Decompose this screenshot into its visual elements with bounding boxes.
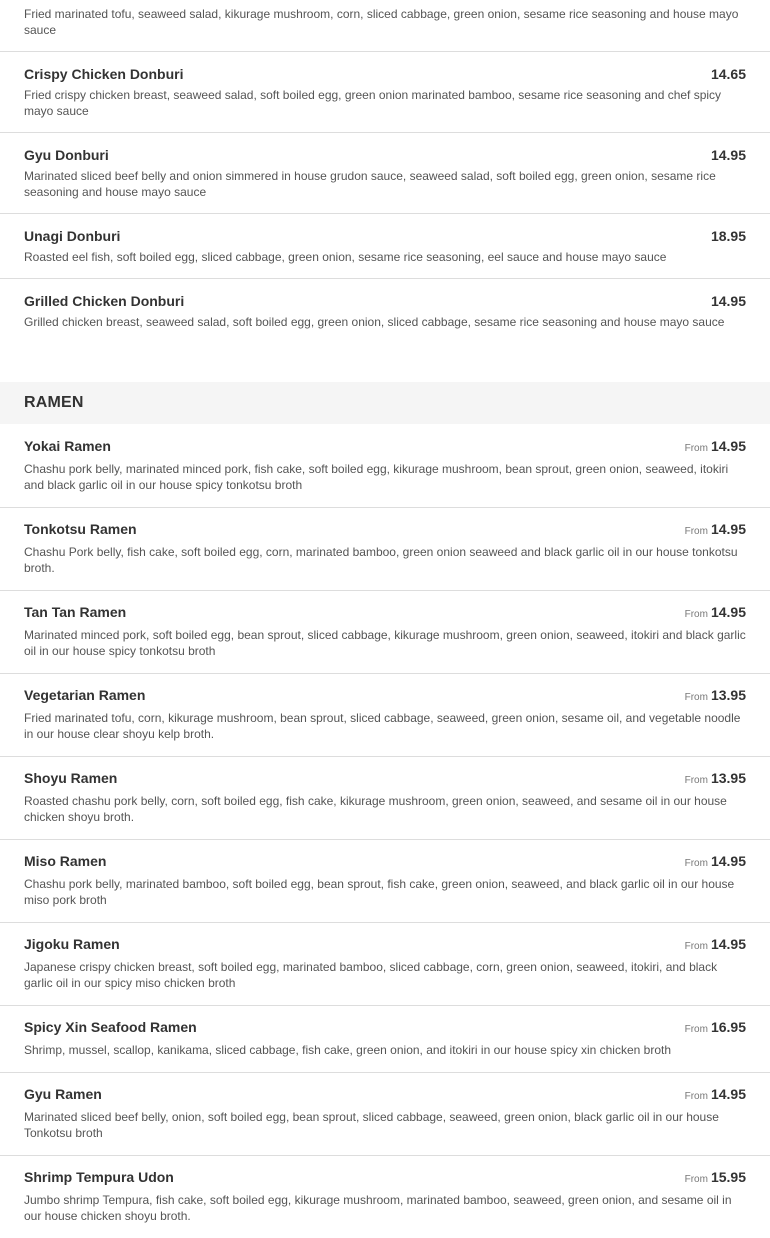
- menu-item[interactable]: [0, 674, 770, 757]
- item-price: 14.95: [710, 853, 746, 869]
- menu-item[interactable]: [0, 757, 770, 840]
- item-description: Fried marinated tofu, seaweed salad, kikurage mushroom, corn, sliced cabbage, green onion, sesame rice seasoning and house mayo sauce: [24, 7, 739, 37]
- item-price: 14.95: [710, 293, 746, 309]
- from-label: From: [684, 941, 708, 952]
- item-name: Grilled Chicken Donburi: [24, 293, 185, 309]
- item-name: Vegetarian Ramen: [24, 687, 146, 703]
- item-price: 14.95: [710, 521, 746, 537]
- item-name: Unagi Donburi: [24, 228, 121, 244]
- item-price: 16.95: [710, 1019, 746, 1035]
- from-label: From: [684, 526, 708, 537]
- item-price-group: [685, 1019, 746, 1035]
- item-price-group: [685, 936, 746, 952]
- item-price: 14.95: [710, 438, 746, 454]
- menu-item[interactable]: [0, 133, 770, 214]
- item-name: Tan Tan Ramen: [24, 604, 127, 620]
- menu-item[interactable]: [0, 1006, 770, 1073]
- item-price-group: [685, 604, 746, 620]
- item-price: 14.95: [710, 147, 746, 163]
- item-price: 13.95: [710, 687, 746, 703]
- from-label: From: [684, 692, 708, 703]
- from-label: From: [684, 858, 708, 869]
- menu-item[interactable]: [0, 508, 770, 591]
- item-description: Grilled chicken breast, seaweed salad, soft boiled egg, green onion, sliced cabbage, sesame rice seasoning and house mayo sauce: [24, 315, 725, 329]
- menu-item[interactable]: [0, 0, 770, 52]
- item-description: Shrimp, mussel, scallop, kanikama, sliced cabbage, fish cake, green onion, and itokiri in our house spicy xin chicken broth: [24, 1043, 671, 1057]
- item-price: 15.95: [710, 1169, 746, 1185]
- item-name: Yokai Ramen: [24, 438, 111, 454]
- section-header-ramen: [0, 382, 770, 424]
- item-description: Roasted eel fish, soft boiled egg, sliced cabbage, green onion, sesame rice seasoning, eel sauce and house mayo sauce: [24, 250, 667, 264]
- item-name: Crispy Chicken Donburi: [24, 66, 184, 82]
- menu-item[interactable]: [0, 1156, 770, 1238]
- item-description: Marinated sliced beef belly, onion, soft boiled egg, bean sprout, sliced cabbage, seaweed, green onion, black garlic oil in our house Tonkotsu broth: [24, 1110, 719, 1140]
- from-label: From: [684, 609, 708, 620]
- item-price: 14.95: [710, 936, 746, 952]
- item-price-group: [685, 1169, 746, 1185]
- item-description: Chashu pork belly, marinated minced pork, fish cake, soft boiled egg, kikurage mushroom, bean sprout, green onion, seaweed, itokiri and black garlic oil in our house spicy tonkotsu broth: [24, 462, 729, 492]
- item-price: 14.95: [710, 1086, 746, 1102]
- item-description: Fried marinated tofu, corn, kikurage mushroom, bean sprout, sliced cabbage, seaweed, green onion, sesame oil, and vegetable noodle in our house clear shoyu kelp broth.: [24, 711, 741, 741]
- item-price: 14.65: [710, 66, 746, 82]
- item-price-group: [685, 1086, 746, 1102]
- item-price-group: [685, 438, 746, 454]
- item-price: 18.95: [710, 228, 746, 244]
- item-name: Gyu Ramen: [24, 1086, 102, 1102]
- item-description: Jumbo shrimp Tempura, fish cake, soft boiled egg, kikurage mushroom, marinated bamboo, seaweed, green onion, and sesame oil in our house chicken shoyu broth.: [24, 1193, 732, 1223]
- menu-item[interactable]: [0, 52, 770, 133]
- menu-item[interactable]: [0, 923, 770, 1006]
- from-label: From: [684, 775, 708, 786]
- item-price: 14.95: [710, 604, 746, 620]
- from-label: From: [684, 1174, 708, 1185]
- item-description: Marinated sliced beef belly and onion simmered in house grudon sauce, seaweed salad, soft boiled egg, green onion, sesame rice seasoning and house mayo sauce: [24, 169, 716, 199]
- item-name: Gyu Donburi: [24, 147, 109, 163]
- section-title: RAMEN: [24, 394, 84, 411]
- item-name: Tonkotsu Ramen: [24, 521, 137, 537]
- menu-item[interactable]: [0, 1073, 770, 1156]
- item-price-group: [685, 687, 746, 703]
- from-label: From: [684, 1024, 708, 1035]
- menu-item[interactable]: [0, 591, 770, 674]
- menu-item[interactable]: [0, 279, 770, 369]
- item-description: Chashu pork belly, marinated bamboo, soft boiled egg, bean sprout, fish cake, green onion, seaweed, and black garlic oil in our house miso pork broth: [24, 877, 735, 907]
- menu-item[interactable]: [0, 840, 770, 923]
- item-description: Roasted chashu pork belly, corn, soft boiled egg, fish cake, kikurage mushroom, green onion, seaweed, and sesame oil in our house chicken shoyu broth.: [24, 794, 727, 824]
- item-name: Jigoku Ramen: [24, 936, 120, 952]
- item-description: Chashu Pork belly, fish cake, soft boiled egg, corn, marinated bamboo, green onion seaweed and black garlic oil in our house tonkotsu broth.: [24, 545, 738, 575]
- from-label: From: [684, 443, 708, 454]
- item-description: Japanese crispy chicken breast, soft boiled egg, marinated bamboo, sliced cabbage, corn, green onion, seaweed, itokiri, and black garlic oil in our spicy miso chicken broth: [24, 960, 718, 990]
- menu-item[interactable]: [0, 214, 770, 279]
- item-price-group: [685, 853, 746, 869]
- item-name: Spicy Xin Seafood Ramen: [24, 1019, 197, 1035]
- item-price-group: [685, 770, 746, 786]
- item-name: Shrimp Tempura Udon: [24, 1169, 174, 1185]
- item-name: Shoyu Ramen: [24, 770, 118, 786]
- menu-item[interactable]: [0, 424, 770, 508]
- item-price: 13.95: [710, 770, 746, 786]
- item-price-group: [685, 521, 746, 537]
- from-label: From: [684, 1091, 708, 1102]
- item-name: Miso Ramen: [24, 853, 107, 869]
- item-description: Fried crispy chicken breast, seaweed salad, soft boiled egg, green onion marinated bamboo, sesame rice seasoning and chef spicy mayo sauce: [24, 88, 722, 118]
- item-description: Marinated minced pork, soft boiled egg, bean sprout, sliced cabbage, kikurage mushroom, green onion, seaweed, itokiri and black garlic oil in our house spicy tonkotsu broth: [24, 628, 746, 658]
